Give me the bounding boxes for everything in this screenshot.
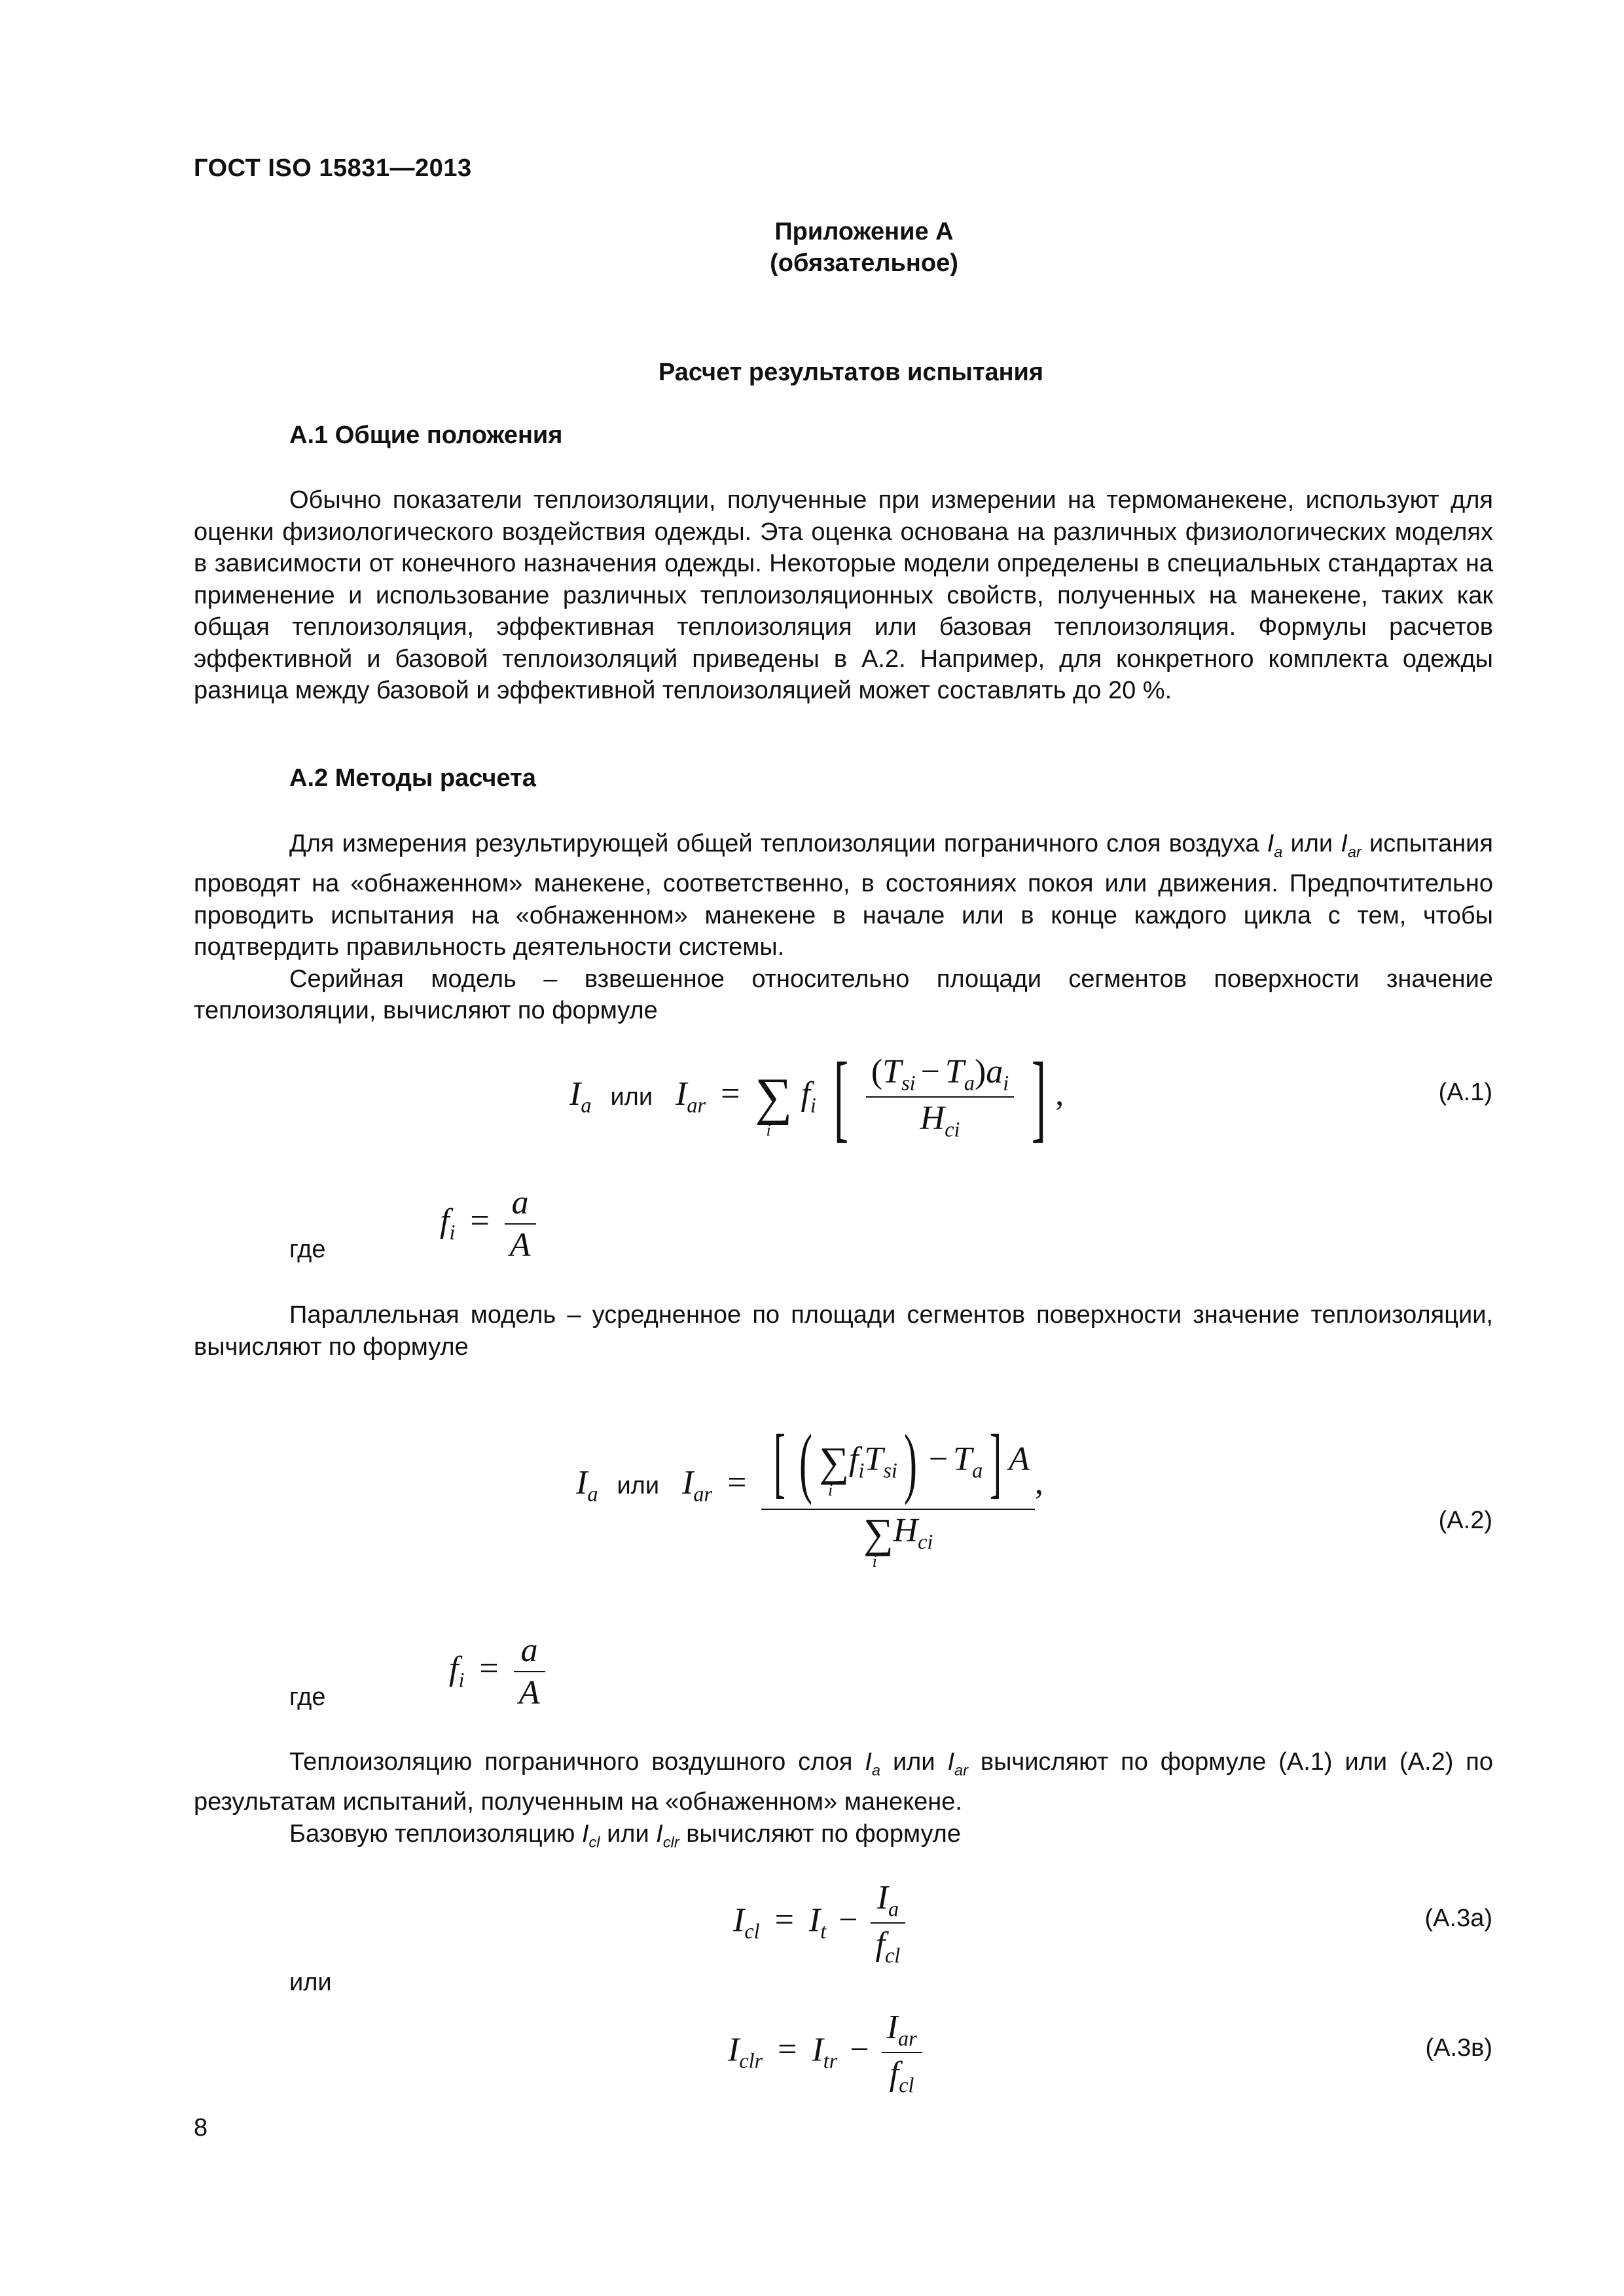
- fraction-a1: $\frac{(T_{si} - T_a)a_i}{H_{ci}}$: [866, 1052, 1014, 1142]
- equation-number-a1: (А.1): [1438, 1079, 1492, 1106]
- subsection-heading-a1: А.1 Общие положения: [289, 422, 563, 449]
- paragraph-a2-boundary: [194, 1746, 1493, 1858]
- fraction-a2: [ ( ∑ i $f_iT_{si}) - T_a$] A ∑ i $H_{ci}$: [761, 1417, 1035, 1554]
- paragraph-a2-p4: Теплоизоляцию пограничного воздушного слоя $I_a$ или $I_{ar}$ вычисляют по формуле (А.1) или (А.2) по результатам испытаний, полученным на «обнаженном» манекене.: [194, 1748, 1493, 1816]
- where-label-1: где: [289, 1236, 326, 1263]
- equation-fi-1: $f_i$ = $\frac{a}{A}$: [440, 1183, 536, 1265]
- document-header: ГОСТ ISO 15831—2013: [194, 154, 472, 182]
- annex-heading: [681, 216, 1047, 279]
- annex-status: (обязательное): [770, 249, 958, 277]
- paragraph-a2: [194, 828, 1493, 1027]
- section-title: Расчет результатов испытания: [658, 359, 1044, 386]
- paragraph-a2-p1: Для измерения результирующей общей теплоизоляции пограничного слоя воздуха $I_a$ или $I_{ar}$ испытания проводят на «обнаженном» манекене, соответственно, в состояниях покоя или движения. Предпочтительно проводить испытания на «обнаженном» манекене в начале или в конце каждого цикла с тем, чтобы подтвердить правильность деятельности системы.: [194, 830, 1493, 961]
- or-label: или: [289, 1969, 332, 1996]
- paragraph-a2-p3: Параллельная модель – усредненное по площади сегментов поверхности значение теплоизоляции, вычисляют по формуле: [194, 1301, 1493, 1361]
- paragraph-a2-p5: Базовую теплоизоляцию $I_{cl}$ или $I_{clr}$ вычисляют по формуле: [289, 1820, 961, 1851]
- equation-fi-2: $f_i$ = $\frac{a}{A}$: [449, 1631, 545, 1712]
- where-label-2: где: [289, 1683, 326, 1711]
- equation-a3a: $I_{cl} = I_t$ − $\frac{I_a}{f_{cl}}$: [733, 1878, 905, 1968]
- paragraph-a1: [194, 484, 1493, 707]
- equation-a3b: $I_{clr} = I_{tr}$ − $\frac{I_{ar}}{f_{cl}}$: [728, 2008, 922, 2098]
- sum-symbol: ∑ i: [755, 1068, 793, 1139]
- equation-a1: $I_a$ или $I_{ar}$ = ∑ i $f_i$ [ $\frac{(T_{si} - T_a)a_i}{H_{ci}}$ ] ,: [569, 1043, 1064, 1151]
- equation-number-a2: (А.2): [1438, 1507, 1492, 1534]
- subsection-heading-a2: А.2 Методы расчета: [289, 764, 536, 792]
- equation-number-a3a: (А.3а): [1424, 1905, 1492, 1932]
- equation-number-a3b: (А.3в): [1425, 2034, 1492, 2062]
- equation-a2: $I_a$ или $I_{ar}$ = [ ( ∑ i $f_iT_{si}) - T_a$] A ∑ i $H_{ci}$ ,: [576, 1418, 1043, 1571]
- page-number: 8: [194, 2114, 208, 2142]
- paragraph-a2-parallel: [194, 1299, 1493, 1363]
- paragraph-a2-p2: Серийная модель – взвешенное относительно площади сегментов поверхности значение теплоизоляции, вычисляют по формуле: [194, 965, 1493, 1025]
- annex-title: Приложение А: [774, 218, 954, 245]
- paragraph-a1-text: Обычно показатели теплоизоляции, полученные при измерении на термоманекене, используют для оценки физиологического воздействия одежды. Эта оценка основана на различных физиологических моделях в зависимости от конечного назначения одежды. Некоторые модели определены в специальных стандартах на применение и использование различных теплоизоляционных свойств, полученных на манекене, таких как общая теплоизоляция, эффективная теплоизоляция или базовая теплоизоляция. Формулы расчетов эффективной и базовой теплоизоляций приведены в А.2. Например, для конкретного комплекта одежды разница между базовой и эффективной теплоизоляцией может составлять до 20 %.: [194, 486, 1493, 704]
